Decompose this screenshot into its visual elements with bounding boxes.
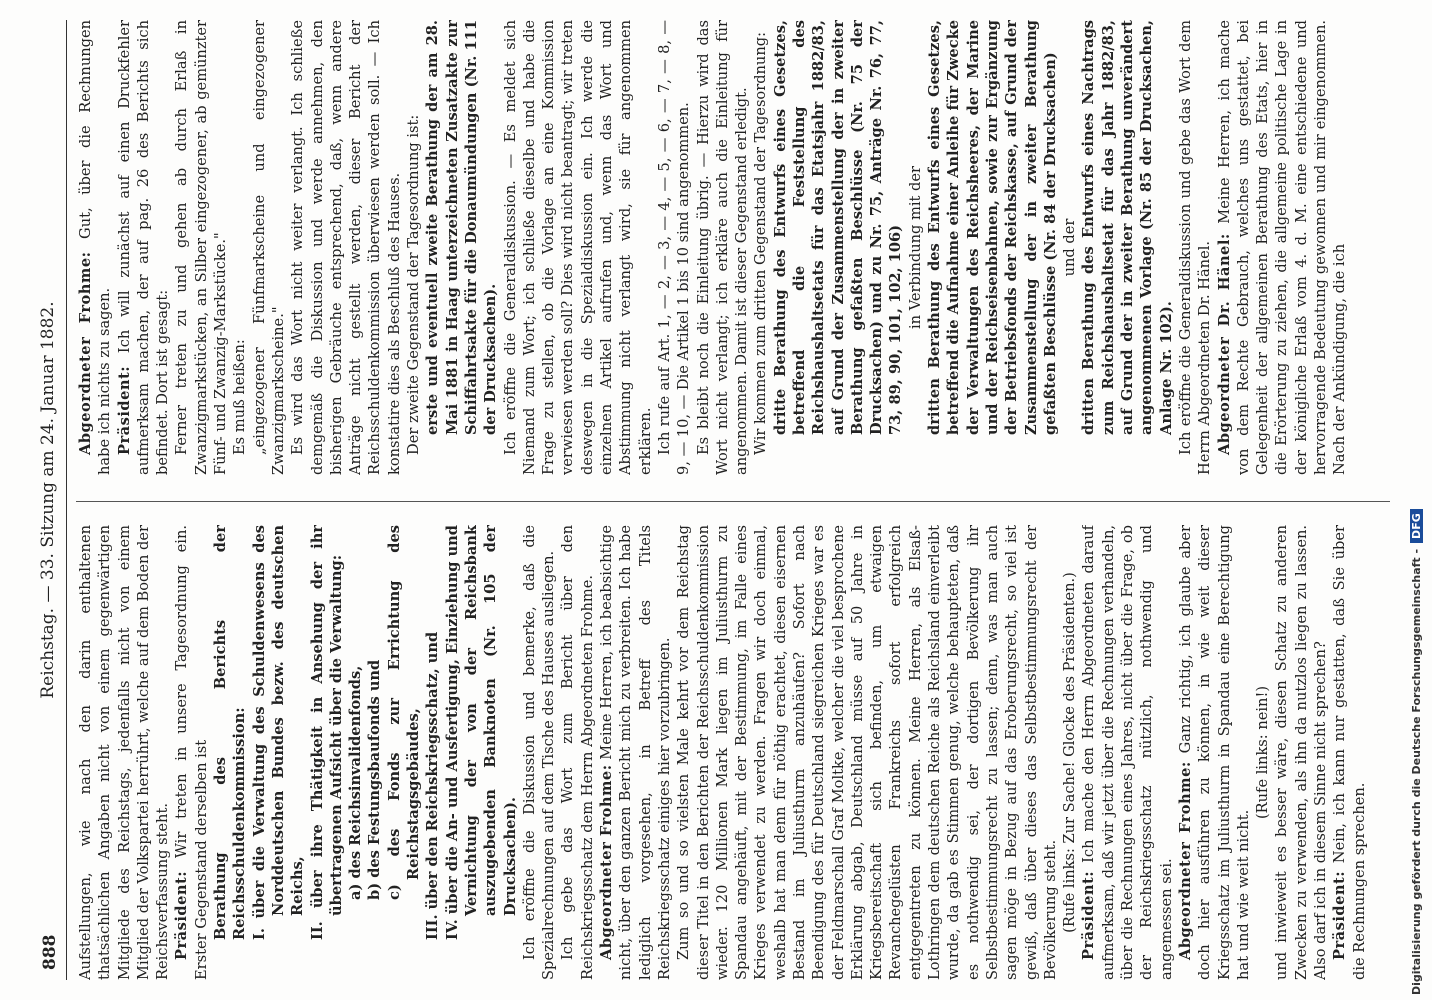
paragraph	[597, 525, 674, 980]
paragraph	[211, 525, 250, 980]
paragraph	[250, 20, 289, 475]
header-rule	[66, 20, 67, 980]
paragraph-text: (Rufe links: Zur Sache! Glocke des Präsidenten.)	[1061, 572, 1079, 933]
paragraph	[288, 20, 404, 475]
paragraph-text: erste und eventuell zweite Berathung der am 28. Mai 1881 in Haag unterzeichneten Zusatzakte zur Schiffahrtsakte für die Donaumündungen (Nr. 111 der Drucksachen).	[424, 20, 500, 435]
paragraph-text: „eingezogener Fünfmarkscheine und eingezogener Zwanzigmarkscheine."	[250, 20, 287, 475]
paragraph	[115, 20, 173, 475]
paragraph-text: I. über die Verwaltung des Schuldenwesens des Norddeutschen Bundes bezw. des deutschen Reichs,	[250, 525, 307, 940]
paragraph	[1176, 525, 1253, 980]
paragraph	[501, 20, 655, 475]
paragraph	[250, 525, 308, 980]
paragraph-text: Meine Herren, ich beabsichtige nicht, über den ganzen Bericht mich zu verbreiten. Ich habe lediglich vorgesehen, in Betreff des Titels Reichskriegsschatz einiges hier vorzubringen.	[598, 525, 673, 980]
paragraph-text: Ich eröffne die Diskussion und bemerke, daß die Spezialrechnungen auf dem Tische des Hauses ausliegen.	[520, 525, 558, 980]
paragraph	[1060, 20, 1079, 475]
paragraph-text: Wir kommen zum dritten Gegenstand der Tagesordnung:	[752, 32, 770, 455]
paragraph	[423, 20, 500, 475]
paragraph-text: Wir treten in unsere Tagesordnung ein. Erster Gegenstand derselben ist	[173, 525, 210, 980]
paragraph-text: Nein, ich kann nur gestatten, daß Sie über die Rechnungen sprechen.	[1331, 525, 1368, 980]
paragraph	[771, 20, 906, 475]
paragraph-text: II. über ihre Thätigkeit in Ansehung der ihr übertragenen Aufsicht über die Verwaltung:	[308, 525, 345, 940]
left-column	[76, 525, 1390, 980]
page-number: 888	[40, 934, 60, 970]
paragraph	[520, 525, 559, 980]
paragraph	[1215, 20, 1350, 475]
speaker-name: Abgeordneter Frohme:	[77, 251, 94, 455]
paragraph-text: b) des Festungsbaufonds und	[366, 659, 384, 900]
paragraph-text: Es bleibt noch die Einleitung übrig. — Hierzu wird das Wort nicht verlangt; ich erkläre auch die Einleitung für angenommen. Damit ist dieser Gegenstand erledigt.	[694, 20, 751, 475]
paragraph	[1272, 525, 1330, 980]
paragraph	[1079, 525, 1175, 980]
speaker-name: Abgeordneter Frohme:	[1176, 761, 1194, 960]
paragraph-text: Berathung des Berichts der Reichsschuldenkommission:	[212, 525, 249, 940]
watermark-text: Digitalisierung gefördert durch die Deutsche Forschungsgemeinschaft -	[1410, 548, 1423, 995]
paragraph	[925, 20, 1060, 475]
paragraph	[558, 525, 597, 980]
page-header	[20, 20, 60, 980]
paragraph	[76, 525, 172, 980]
paragraph	[443, 525, 520, 980]
speaker-name: Präsident:	[173, 870, 191, 960]
paragraph-text: c) des Fonds zur Errichtung des Reichstagsgebäudes,	[385, 525, 423, 900]
paragraph	[385, 525, 424, 980]
paragraph-text: Der zweite Gegenstand der Tagesordnung ist:	[405, 114, 423, 455]
paragraph-text: Ich eröffne die Generaldiskussion und gebe das Wort dem Herrn Abgeordneten Dr. Hänel.	[1176, 20, 1214, 475]
paragraph-text: Aufstellungen, wie nach den darin enthaltenen thatsächlichen Angaben nicht von einem gegenwärtigen Mitgliede des Reichstags, jedenfalls nicht von einem Mitglied der Volkspartei herrührt, welche auf dem Boden der Reichsverfassung steht.	[77, 525, 172, 980]
paragraph-text: dritten Berathung des Entwurfs eines Gesetzes, betreffend die Aufnahme einer Anleihe für Zwecke der Verwaltungen des Reichsheeres, der Marine und der Reichseisenbahnen, sowie zur Ergänzung der Betriebsfonds der Reichskasse, auf Grund der Zusammenstellung der in zweiter Berathung gefaßten Beschlüsse (Nr. 84 der Drucksachen)	[926, 20, 1059, 435]
running-title: Reichstag. — 33. Sitzung am 24. Januar 1882.	[38, 301, 58, 699]
dfg-watermark	[1410, 5, 1423, 995]
paragraph-text: Ich gebe das Wort zum Bericht über den Reichskriegsschatz dem Herrn Abgeordneten Frohme.	[559, 525, 596, 980]
paragraph-text: Ich mache den Herrn Abgeordneten darauf aufmerksam, daß wir jetzt über die Rechnungen verhandeln, über die Rechnungen eines Jahres, nicht über die Frage, ob der Reichskriegsschatz nützlich, nothwendig und angemessen sei.	[1080, 525, 1175, 980]
paragraph	[694, 20, 752, 475]
paragraph	[404, 20, 423, 475]
paragraph	[230, 20, 249, 475]
paragraph	[423, 525, 442, 980]
paragraph-text: Ich eröffne die Generaldiskussion. — Es meldet sich Niemand zum Wort; ich schließe dieselbe und habe die Frage zu stellen, ob die Vorlage an eine Kommission verwiesen werden soll? Dies wird nicht beantragt; wir treten deswegen in die Spezialdiskussion ein. Ich werde die einzelnen Artikel aufrufen und, wenn das Wort und Abstimmung nicht verlangt wird, sie für angenommen erklären.	[501, 20, 654, 475]
paragraph-text: Gut, über die Rechnungen habe ich nichts zu sagen.	[77, 20, 114, 475]
paragraph	[906, 20, 925, 475]
right-column	[76, 20, 1390, 475]
paragraph-text: in Verbindung mit der	[906, 166, 924, 330]
paragraph-text: (Rufe links: nein!)	[1254, 685, 1272, 820]
paragraph	[346, 525, 365, 980]
paragraph-text: Zum so und so vielsten Male kehrt vor dem Reichstag dieser Titel in den Berichten der Reichsschuldenkommission wieder. 120 Millionen Mark liegen im Juliusthurm zu Spandau angehäuft, mit der Bestimmung, im Falle eines Krieges verwendet zu werden. Fragen wir doch einmal, weshalb hat man denn für nöthig erachtet, diesen eisernen Bestand im Juliusthurm anzuhäufen? Sofort nach Beendigung des für Deutschland siegreichen Krieges war es der Feldmarschall Graf Moltke, welcher die viel besprochene Erklärung abgab, Deutschland müsse auf 50 Jahre in Kriegsbereitschaft sich befinden, um etwaigen Revanchegelüsten Frankreichs sofort erfolgreich entgegentreten zu können. Meine Herren, als Elsaß-Lothringen dem deutschen Reiche als Reichsland einverleibt wurde, da gab es Stimmen genug, welche behaupteten, daß es nothwendig sei, der dortigen Bevölkerung ihr Selbstbestimmungsrecht zu lassen; denn, was man auch sagen möge in Bezug auf das Eroberungsrecht, so viel ist gewiß, daß über dieses das Selbstbestimmungsrecht der Bevölkerung steht.	[675, 525, 1059, 980]
speaker-name: Abgeordneter Dr. Hänel:	[1215, 233, 1233, 455]
column-divider	[76, 501, 1390, 502]
paragraph-text: dritte Berathung des Entwurfs eines Gesetzes, betreffend die Feststellung des Reichshaushaltsetats für das Etatsjahr 1882/83, auf Grund der Zusammenstellung der in zweiter Berathung gefaßten Beschlüsse (Nr. 75 der Drucksachen) und zu Nr. 75, Anträge Nr. 76, 77, 73, 89, 90, 101, 102, 106)	[771, 20, 905, 435]
rotated-page-content	[20, 20, 1400, 980]
speaker-name: Präsident:	[1080, 870, 1098, 960]
paragraph	[308, 525, 347, 980]
paragraph-text: Ich will zunächst auf einen Druckfehler aufmerksam machen, der auf pag. 26 des Berichts sich befindet. Dort ist gesagt:	[115, 20, 172, 475]
paragraph	[1330, 525, 1369, 980]
paragraph	[1253, 525, 1272, 980]
paragraph-text: III. über den Reichskriegsschatz, und	[424, 631, 442, 940]
speaker-name: Abgeordneter Frohme:	[598, 764, 616, 960]
speaker-name: Präsident:	[115, 365, 133, 455]
paragraph-text: dritten Berathung des Entwurfs eines Nachtrags zum Reichshaushaltsetat für das Jahr 1882/83, auf Grund der in zweiter Berathung unverändert angenommenen Vorlage (Nr. 85 der Drucksachen, Anlage Nr. 102).	[1080, 20, 1175, 435]
paragraph-text: Ferner treten zu und gehen ab durch Erlaß in Zwanzigmarkstücken, an Silber eingezogener, ab gemünzter Fünf- und Zwanzig-Markstücke."	[173, 20, 230, 475]
speaker-name: Präsident:	[1331, 870, 1349, 960]
dfg-logo: DFG	[1410, 509, 1423, 543]
paragraph	[1176, 20, 1215, 475]
paragraph-text: Es wird das Wort nicht weiter verlangt. Ich schließe demgemäß die Diskussion und werde annehmen, den bisherigen Gebräuche entsprechend, daß, wenn andere Anträge nicht gestellt werden, dieser Bericht der Reichsschuldenkommission überwiesen werden soll. — Ich konstatire dies als Beschluß des Hauses.	[289, 20, 403, 475]
paragraph-text: Ganz richtig, ich glaube aber doch hier ausführen zu können, in wie weit dieser Kriegsschatz im Juliusthurm in Spandau eine Berechtigung hat und wie weit nicht.	[1176, 525, 1252, 980]
paragraph	[674, 525, 1060, 980]
paragraph	[751, 20, 770, 475]
paragraph-text: IV. über die An- und Ausfertigung, Einziehung und Vernichtung der von der Reichsbank auszugebenden Banknoten (Nr. 105 der Drucksachen).	[443, 525, 519, 940]
paragraph	[655, 20, 694, 475]
paragraph	[1079, 20, 1175, 475]
paragraph-text: Meine Herren, ich mache von dem Rechte Gebrauch, welches uns gestattet, bei Gelegenheit der allgemeinen Berathung des Etats, hier in die Erörterung zu ziehen, die allgemeine politische Lage in der königliche Erlaß vom 4. d. M. eine entschiedene und hervorragende Bedeutung gewonnen und mir eingenommen. Nach der Ankündigung, die ich	[1215, 20, 1349, 475]
paragraph	[172, 20, 230, 475]
paragraph	[1060, 525, 1079, 980]
paragraph-text: Ich rufe auf Art. 1, — 2, — 3, — 4, — 5, — 6, — 7, — 8, — 9, — 10, — Die Artikel 1 bis 10 sind angenommen.	[655, 20, 693, 475]
paragraph-text: a) des Reichsinvalidenfonds,	[347, 665, 365, 900]
paragraph-text: und inwieweit es besser wäre, diesen Schatz zu anderen Zwecken zu verwenden, als ihn da nutzlos liegen zu lassen. Also darf ich in diesem Sinne nicht sprechen?	[1273, 525, 1329, 980]
paragraph	[365, 525, 384, 980]
paragraph-text: und der	[1061, 218, 1079, 277]
paragraph	[172, 525, 211, 980]
paragraph	[76, 20, 115, 475]
paragraph-text: Es muß heißen:	[231, 339, 249, 455]
